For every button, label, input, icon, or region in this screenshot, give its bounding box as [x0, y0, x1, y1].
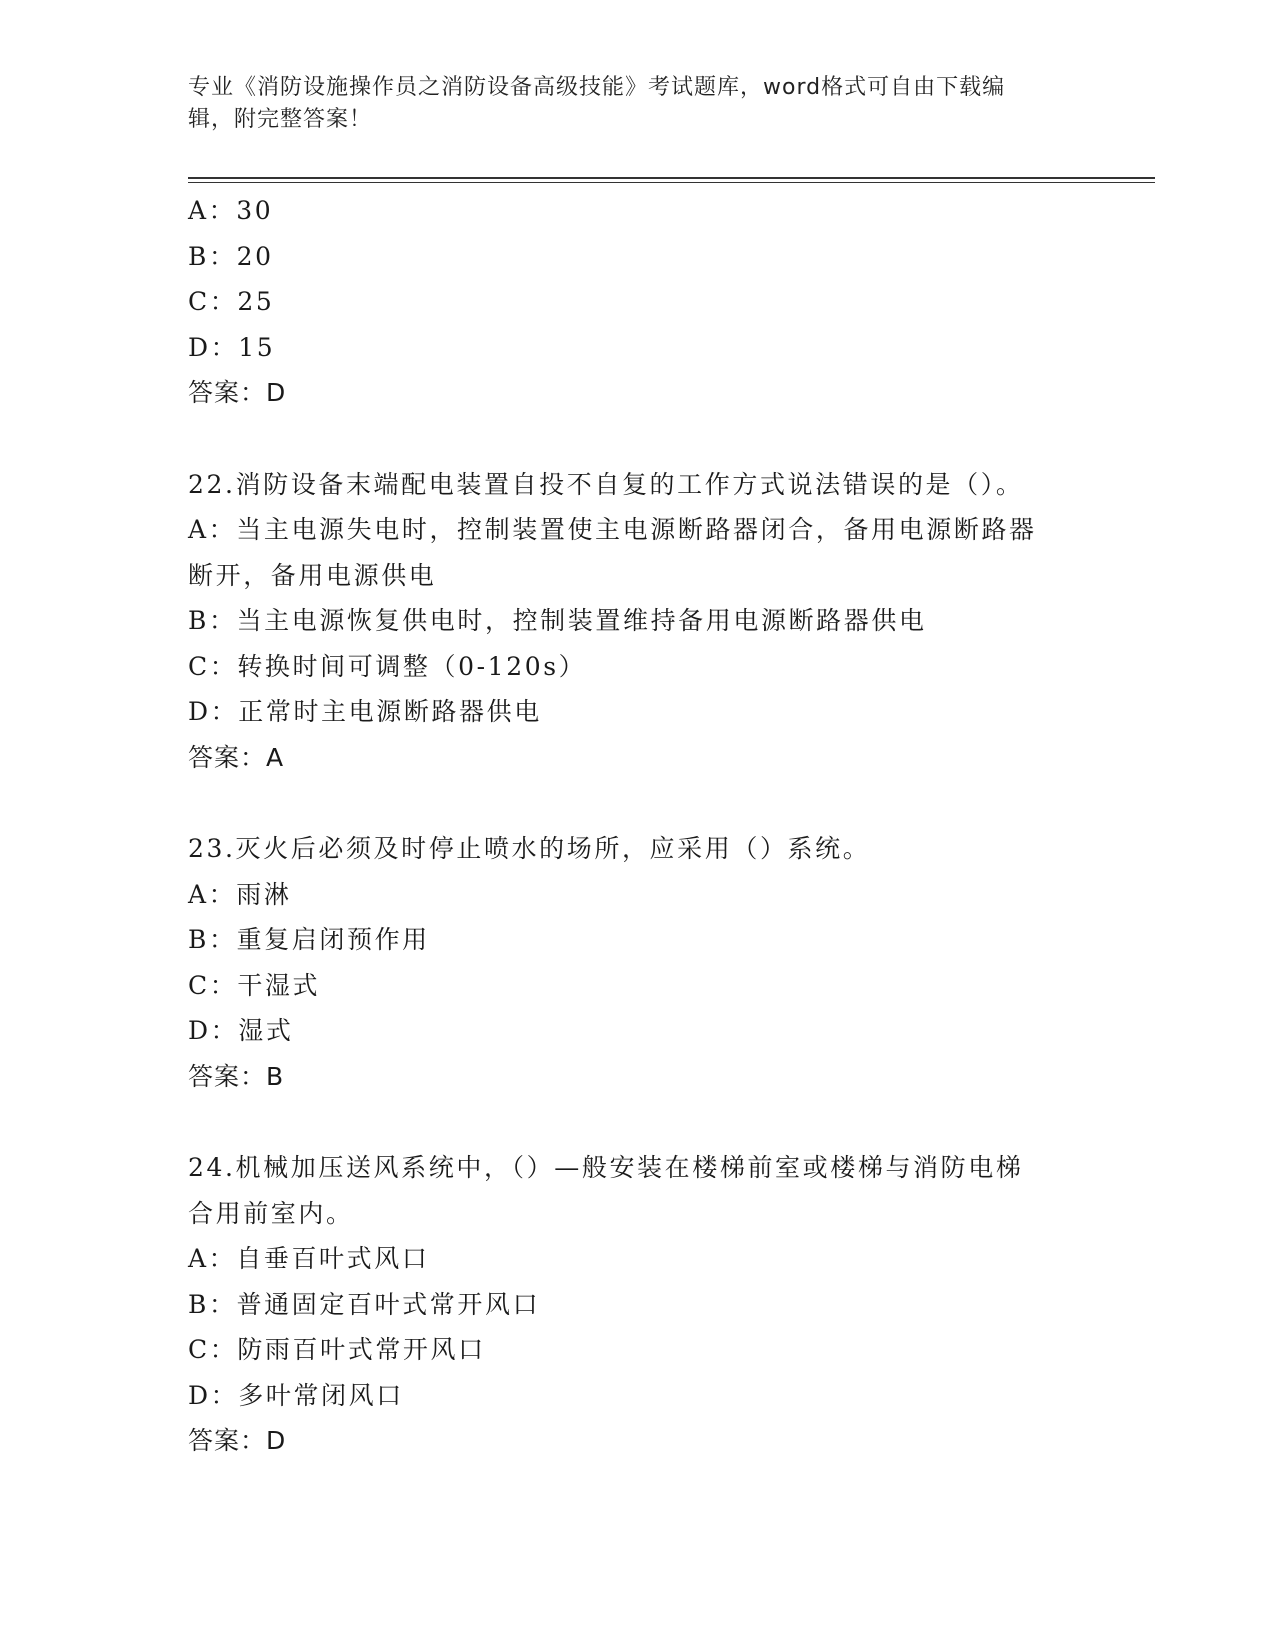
option-a: A：30	[188, 196, 274, 225]
header-line-2: 辑，附完整答案！	[188, 107, 373, 132]
answer: 答案：B	[188, 1061, 285, 1091]
option-c: C：25	[188, 287, 275, 316]
question-23	[188, 826, 1088, 1099]
question-stem: 24.机械加压送风系统中，（）—般安装在楼梯前室或楼梯与消防电梯	[188, 1153, 1024, 1182]
option-c: C：干湿式	[188, 970, 321, 1000]
option-a: A：自垂百叶式风口	[188, 1244, 430, 1273]
answer: 答案：D	[188, 1426, 287, 1455]
question-list	[188, 188, 1088, 1464]
question-stem: 22.消防设备末端配电装置自投不自复的工作方式说法错误的是（）。	[188, 469, 1024, 499]
option-b: B：20	[188, 241, 274, 271]
option-c: C：转换时间可调整（0-120s）	[188, 651, 587, 681]
option-d: D：正常时主电源断路器供电	[188, 697, 542, 726]
question-21	[188, 188, 1088, 416]
header-divider-thin	[188, 182, 1155, 183]
question-stem-continued: 合用前室内。	[188, 1198, 354, 1228]
option-a: A：当主电源失电时，控制装置使主电源断路器闭合，备用电源断路器	[188, 515, 1037, 544]
option-c: C：防雨百叶式常开风口	[188, 1335, 486, 1364]
option-a-continued: 断开，备用电源供电	[188, 560, 437, 590]
spacer	[188, 1099, 1088, 1145]
answer: 答案：D	[188, 378, 287, 407]
option-d: D：多叶常闭风口	[188, 1380, 404, 1410]
option-a: A：雨淋	[188, 879, 292, 909]
header-line-1: 专业《消防设施操作员之消防设备高级技能》考试题库，word格式可自由下载编	[188, 75, 1006, 100]
spacer	[188, 780, 1088, 826]
question-22	[188, 462, 1088, 781]
option-b: B：当主电源恢复供电时，控制装置维持备用电源断路器供电	[188, 606, 927, 635]
option-d: D：15	[188, 332, 276, 362]
option-b: B：普通固定百叶式常开风口	[188, 1289, 541, 1319]
question-stem: 23.灭火后必须及时停止喷水的场所，应采用（）系统。	[188, 834, 871, 863]
option-b: B：重复启闭预作用	[188, 925, 430, 954]
question-24	[188, 1145, 1088, 1464]
answer: 答案：A	[188, 742, 285, 772]
document-header	[188, 72, 1068, 136]
header-divider-thick	[188, 177, 1155, 179]
spacer	[188, 416, 1088, 462]
option-d: D：湿式	[188, 1016, 294, 1045]
